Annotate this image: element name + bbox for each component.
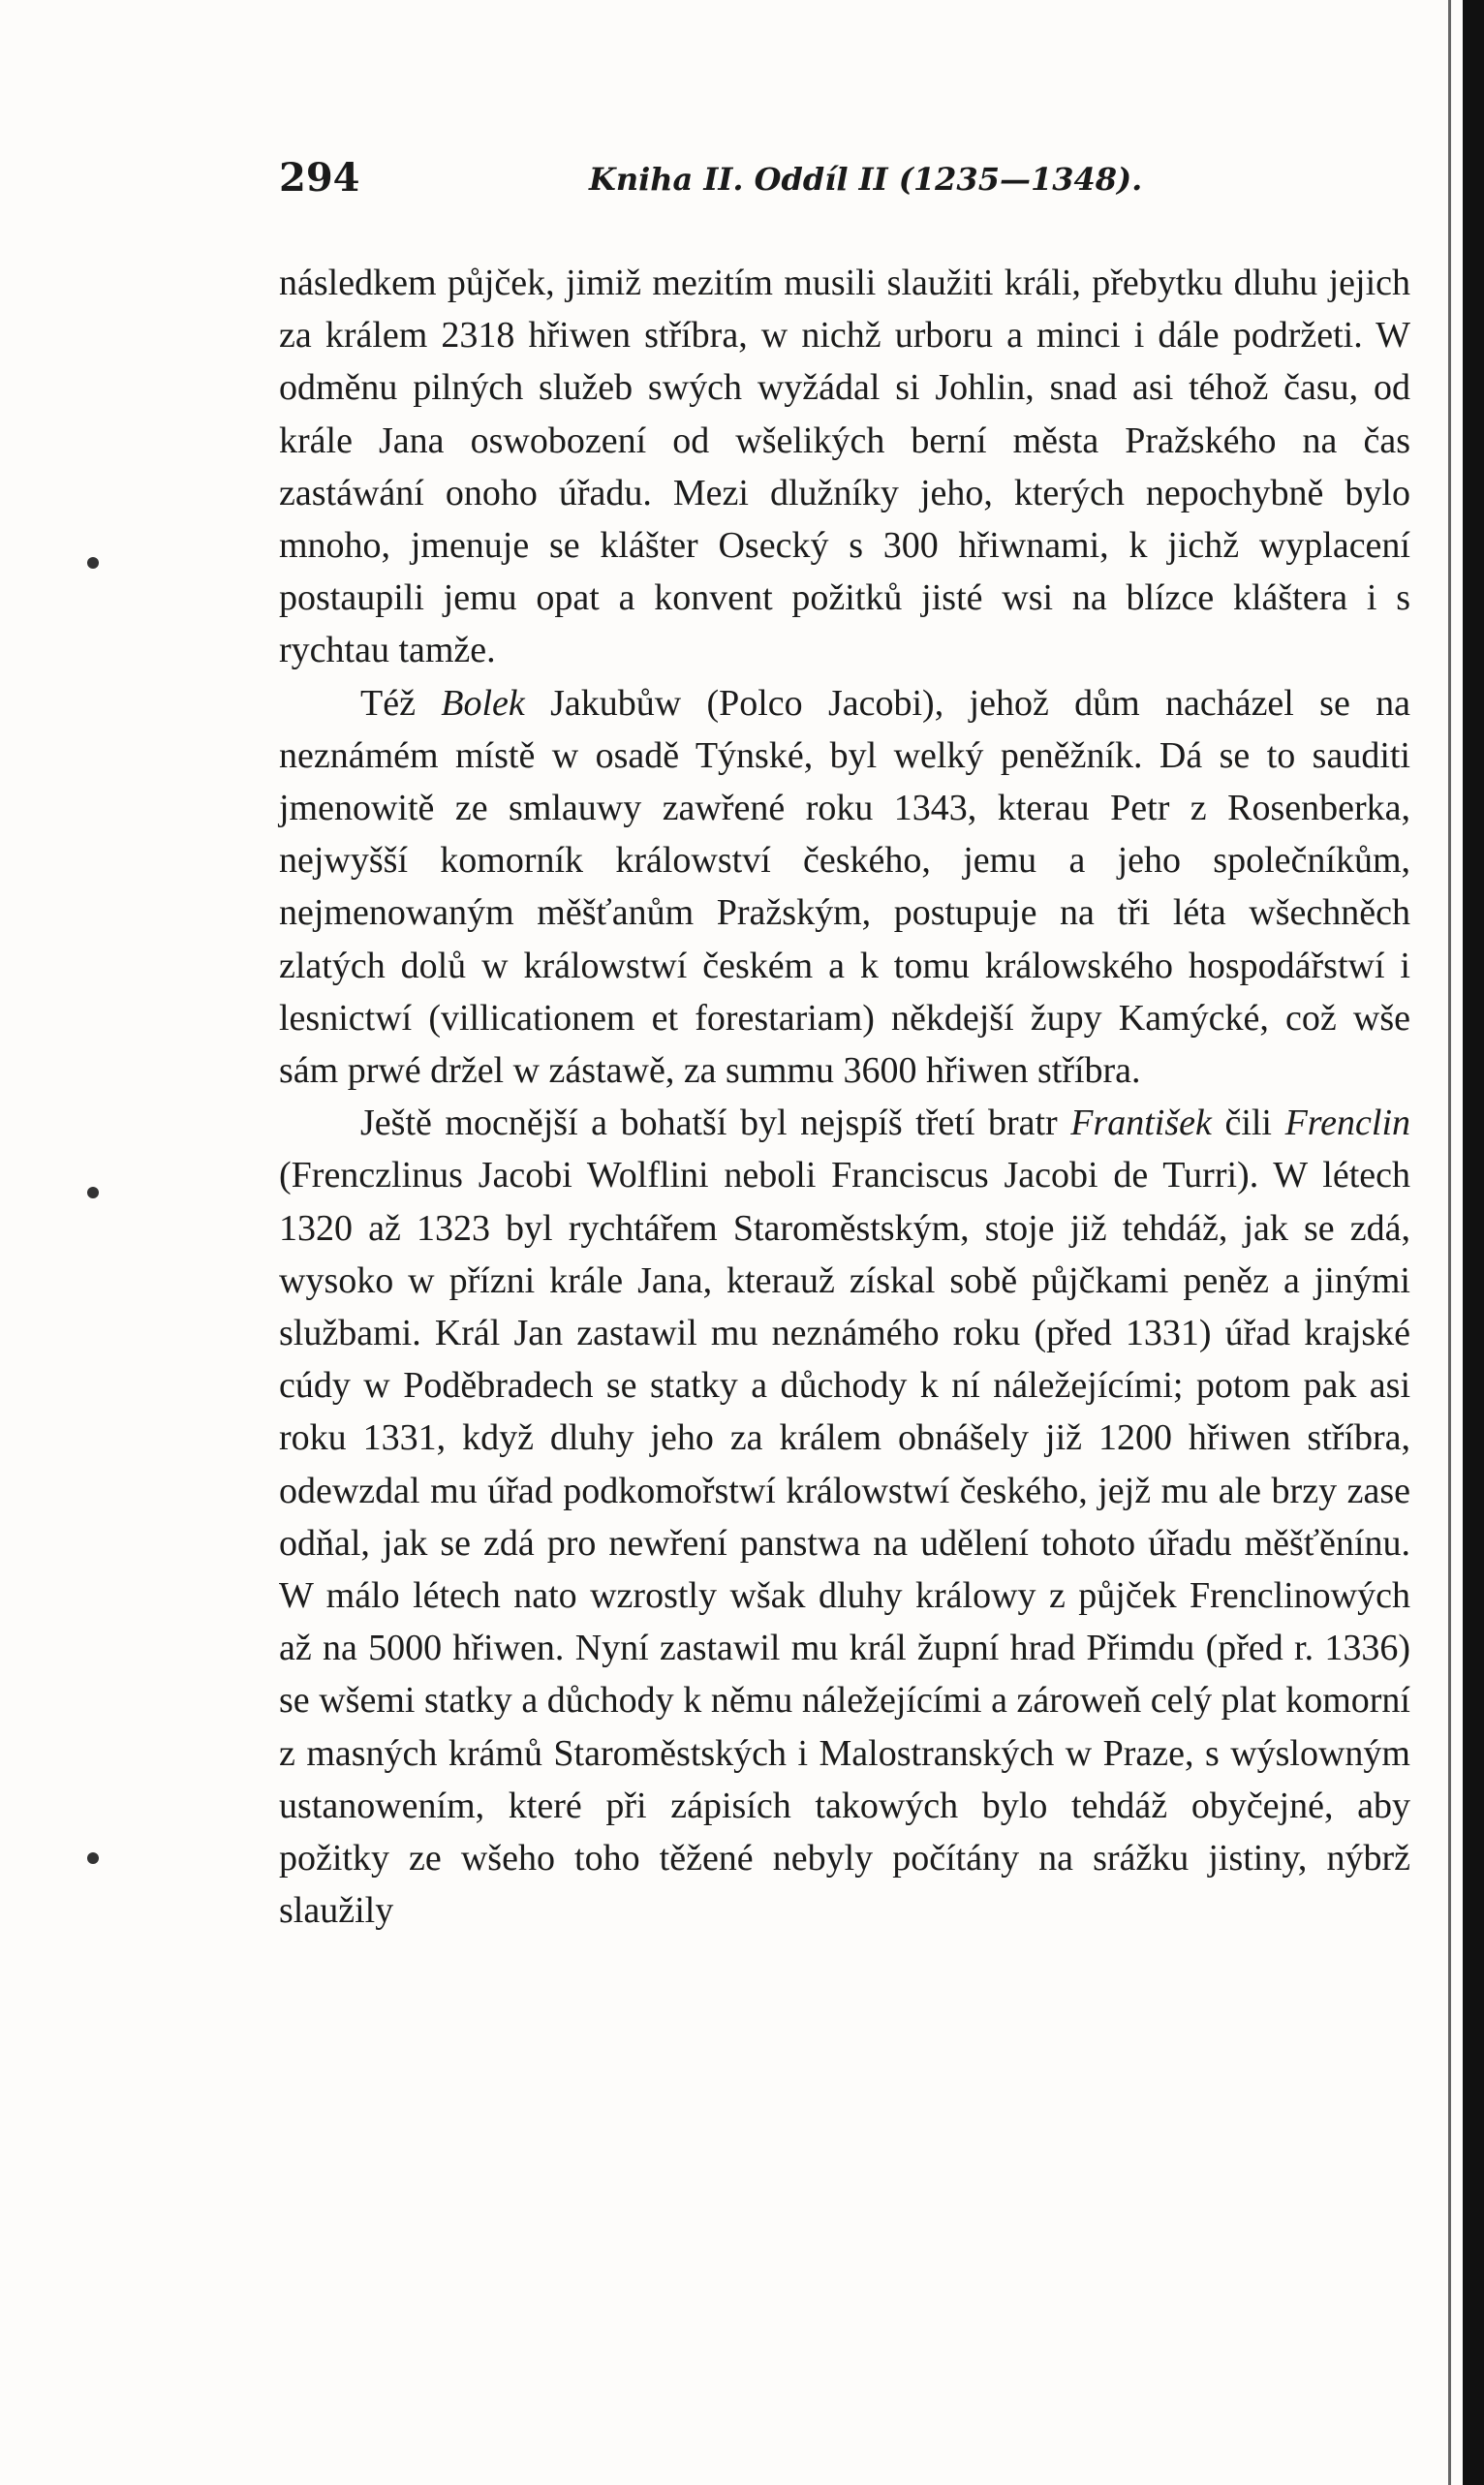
page-number: 294 [279, 155, 360, 201]
paragraph-3 [279, 1097, 1410, 1937]
running-head: Kniha II. Oddíl II (1235—1348). [589, 161, 1143, 198]
margin-dot [87, 1852, 99, 1864]
page-edge-line [1448, 0, 1451, 2485]
page-header [279, 155, 1403, 203]
margin-dot [87, 1187, 99, 1198]
body-text [279, 257, 1410, 1938]
paragraph-3-lead: Ještě mocnější a bohatší byl nejspíš třetí bratr [360, 1103, 1071, 1144]
paragraph-2-lead: Též [360, 682, 442, 724]
page-edge-shadow [1463, 0, 1484, 2485]
paragraph-3-text: (Frenczlinus Jacobi Wolflini neboli Franciscus Jacobi de Turri). W létech 1320 až 1323 byl rychtářem Staroměstským, stoje již tehdáž, jak se zdá, wysoko w přízni krále Jana, kterauž získal sobě půjčkami peněz a jinými službami. Král Jan zastawil mu neznámého roku (před 1331) úřad krajské cúdy w Poděbradech se statky a důchody k ní náležejícími; potom pak asi roku 1331, když dluhy jeho za králem obnášely již 1200 hřiwen stříbra, odewzdal mu úřad podkomořstwí králowstwí českého, jejž mu ale brzy zase odňal, jak se zdá pro newření panstwa na udělení tohoto úřadu měšťěnínu. W málo létech nato wzrostly wšak dluhy králowy z půjček Frenclinowých až na 5000 hřiwen. Nyní zastawil mu král župní hrad Přimdu (před r. 1336) se wšemi statky a důchody k němu náležejícími a zároweň celý plat komorní z masných krámů Staroměstských i Malostranských w Praze, s wýslowným ustanowením, které při zápisích takowých bylo tehdáž obyčejné, aby požitky ze wšeho toho těžené nebyly počítány na srážku jistiny, nýbrž slaužily [279, 1155, 1410, 1932]
paragraph-2 [279, 677, 1410, 1098]
margin-dot [87, 557, 99, 569]
paragraph-1 [279, 257, 1410, 677]
person-name-frantisek: František [1070, 1103, 1212, 1144]
paragraph-2-text: Jakubůw (Polco Jacobi), jehož dům nacházel se na neznámém místě w osadě Týnské, byl welký peněžník. Dá se to sauditi jmenowitě ze smlauwy zawřené roku 1343, kterau Petr z Rosenberka, nejwyšší komorník králowství českého, jemu a jeho společníkům, nejmenowaným měšťanům Pražským, postupuje na tři léta wšechněch zlatých dolů w králowstwí českém a k tomu králowského hospodářstwí i lesnictwí (villicationem et forestariam) někdejší župy Kamýcké, což wše sám prwé držel w zástawě, za summu 3600 hřiwen stříbra. [279, 682, 1410, 1092]
paragraph-1-text: následkem půjček, jimiž mezitím musili slaužiti králi, přebytku dluhu jejich za králem 2318 hřiwen stříbra, w nichž urboru a minci i dále podržeti. W odměnu pilných služeb swých wyžádal si Johlin, snad asi téhož času, od krále Jana oswobození od wšelikých berní města Pražského na čas zastáwání onoho úřadu. Mezi dlužníky jeho, kterých nepochybně bylo mnoho, jmenuje se klášter Osecký s 300 hřiwnami, k jichž wyplacení postaupili jemu opat a konvent požitků jisté wsi na blízce kláštera i s rychtau tamže. [279, 263, 1410, 671]
paragraph-3-mid: čili [1211, 1103, 1285, 1144]
person-name-bolek: Bolek [441, 682, 525, 724]
person-name-frenclin: Frenclin [1284, 1103, 1410, 1144]
